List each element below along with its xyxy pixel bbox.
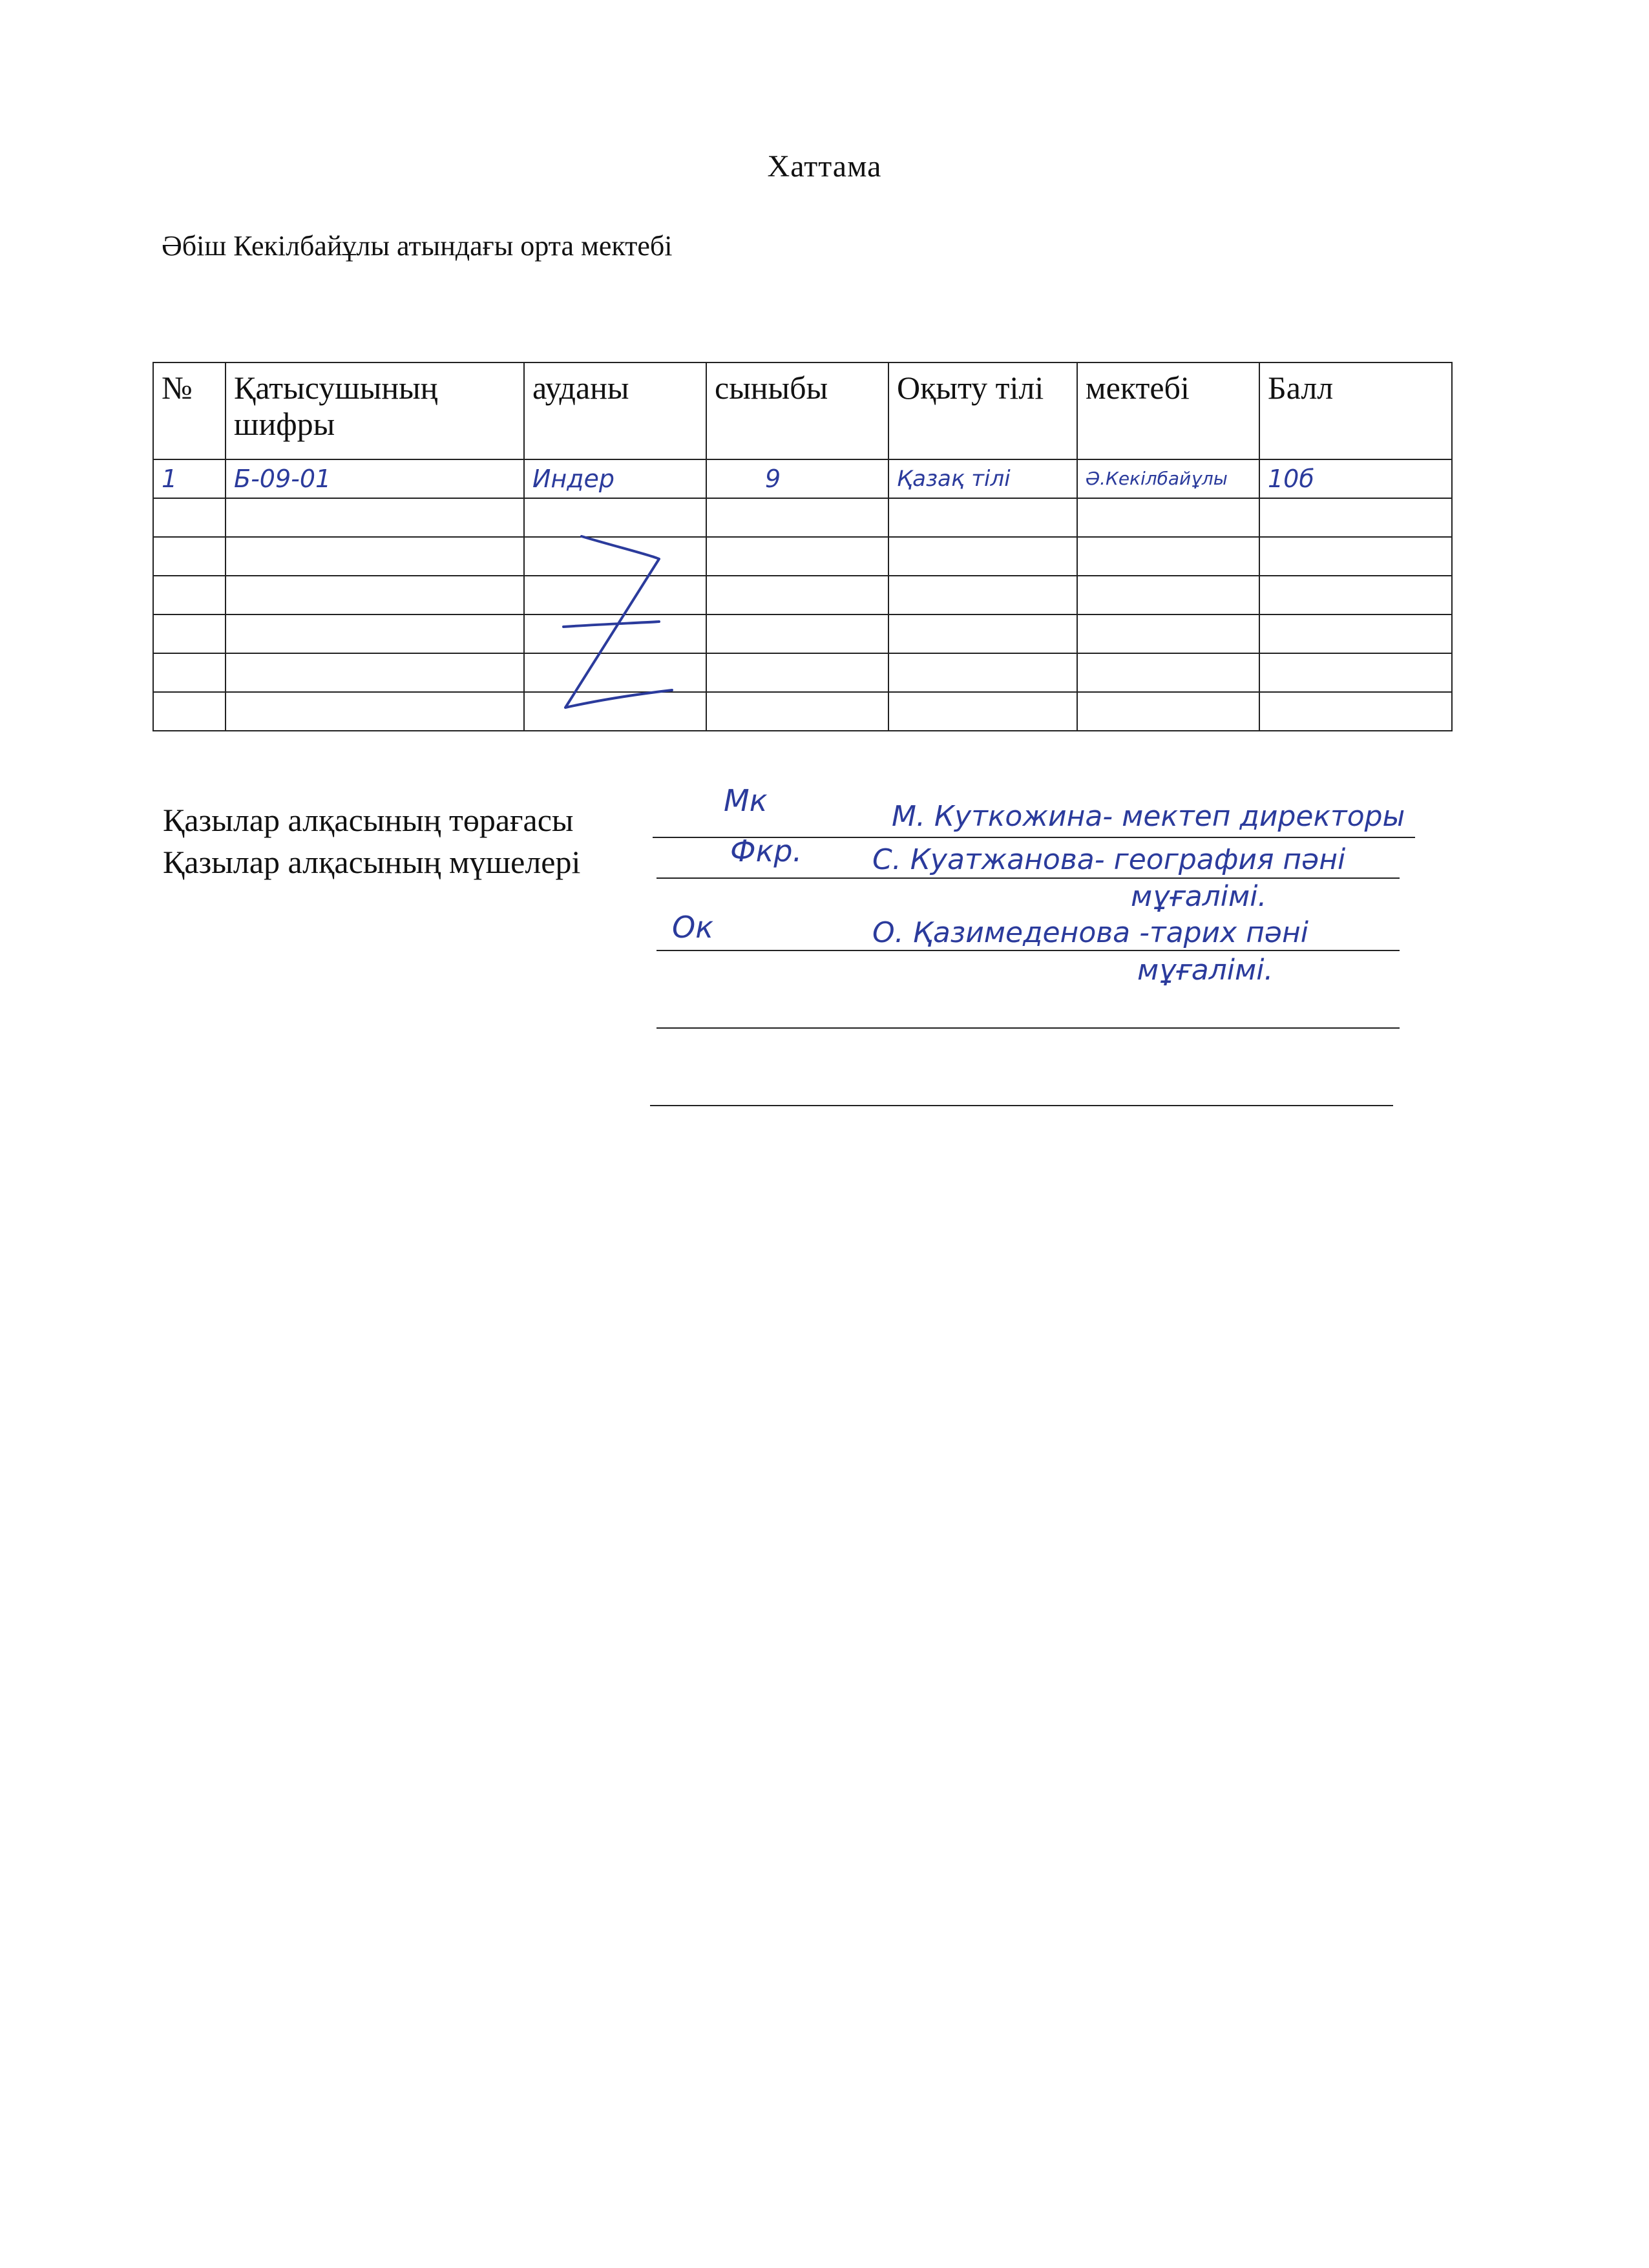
table-row (153, 692, 1452, 731)
cell-number (153, 614, 226, 653)
table-row (153, 653, 1452, 692)
member-3-signature-line (656, 1027, 1400, 1029)
cell-number (153, 498, 226, 537)
cell-grade (706, 653, 888, 692)
cell-language: Қазақ тілі (888, 459, 1077, 498)
table-row (153, 576, 1452, 614)
cell-number: 1 (153, 459, 226, 498)
jury-members-label: Қазылар алқасының мүшелері (163, 844, 581, 880)
member-1-role-line2: мұғалімі. (1131, 880, 1267, 913)
cell-score (1259, 576, 1452, 614)
cell-cipher (226, 498, 524, 537)
col-header-score: Балл (1259, 362, 1452, 459)
participants-table (152, 362, 1453, 731)
jury-chair-label: Қазылар алқасының төрағасы (163, 802, 574, 838)
col-header-number: № (153, 362, 226, 459)
cell-language (888, 614, 1077, 653)
cell-language (888, 537, 1077, 576)
cell-district: Индер (524, 459, 706, 498)
cell-score (1259, 614, 1452, 653)
cell-cipher (226, 537, 524, 576)
cell-score: 10б (1259, 459, 1452, 498)
cell-cipher: Б-09-01 (226, 459, 524, 498)
cell-score (1259, 653, 1452, 692)
cell-school (1077, 576, 1259, 614)
cell-cipher (226, 653, 524, 692)
member-1-signature: Фкр. (730, 834, 803, 868)
member-4-signature-line (650, 1105, 1393, 1106)
cell-cipher (226, 692, 524, 731)
cell-language (888, 653, 1077, 692)
cell-grade (706, 537, 888, 576)
cell-score (1259, 498, 1452, 537)
page-title: Хаттама (767, 149, 882, 184)
col-header-district: ауданы (524, 362, 706, 459)
cell-school (1077, 537, 1259, 576)
cell-school: Ә.Кекілбайұлы (1077, 459, 1259, 498)
member-2-signature: Ок (672, 910, 713, 945)
cell-school (1077, 498, 1259, 537)
cell-grade (706, 692, 888, 731)
cell-grade (706, 614, 888, 653)
z-strike-mark (556, 530, 698, 724)
member-2-name: О. Қазимеденова -тарих пәні (872, 916, 1308, 949)
cell-cipher (226, 576, 524, 614)
cell-number (153, 537, 226, 576)
school-name: Әбіш Кекілбайұлы атындағы орта мектебі (162, 230, 673, 262)
cell-cipher (226, 614, 524, 653)
member-2-role-line2: мұғалімі. (1137, 954, 1274, 987)
cell-school (1077, 614, 1259, 653)
cell-grade (706, 576, 888, 614)
cell-language (888, 576, 1077, 614)
col-header-cipher: Қатысушының шифры (226, 362, 524, 459)
cell-language (888, 498, 1077, 537)
cell-language (888, 692, 1077, 731)
cell-grade (706, 498, 888, 537)
member-1-signature-line (656, 877, 1400, 879)
cell-school (1077, 692, 1259, 731)
cell-grade: 9 (706, 459, 888, 498)
cell-score (1259, 537, 1452, 576)
table-header-row (153, 362, 1452, 459)
table-row (153, 459, 1452, 498)
table-row (153, 498, 1452, 537)
chair-signature: Мк (724, 783, 768, 818)
cell-school (1077, 653, 1259, 692)
cell-number (153, 653, 226, 692)
col-header-language: Оқыту тілі (888, 362, 1077, 459)
member-2-signature-line (656, 950, 1400, 951)
table-row (153, 537, 1452, 576)
col-header-grade: сыныбы (706, 362, 888, 459)
member-1-name: С. Куатжанова- география пәні (872, 843, 1346, 876)
chair-name: М. Куткожина- мектеп директоры (892, 800, 1405, 833)
table-row (153, 614, 1452, 653)
cell-number (153, 576, 226, 614)
cell-number (153, 692, 226, 731)
col-header-school: мектебі (1077, 362, 1259, 459)
cell-score (1259, 692, 1452, 731)
